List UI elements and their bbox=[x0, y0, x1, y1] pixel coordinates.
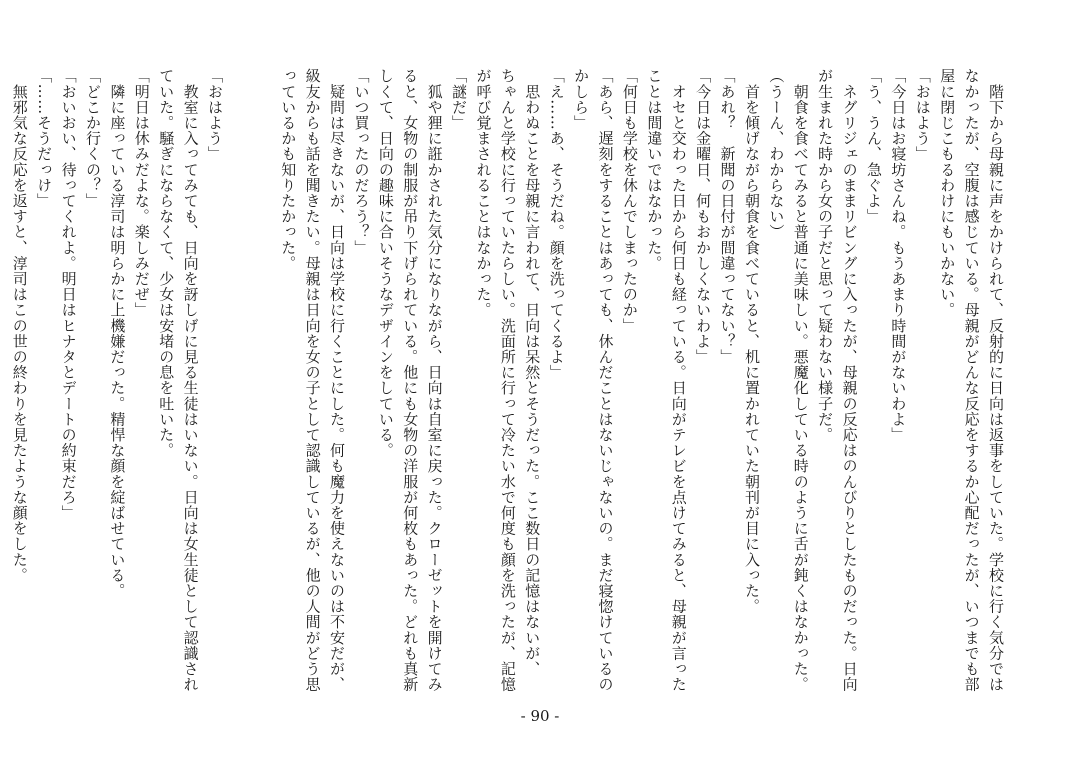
text-line: 疑問は尽きないが、日向は学校に行くことにした。何も魔力を使えないのは不安だが、 bbox=[328, 68, 347, 692]
text-line: 「謎だ」 bbox=[450, 68, 469, 131]
text-line: 「おはよう」 bbox=[206, 68, 224, 162]
text-line: が生まれた時から女の子だと思って疑わない様子だ。 bbox=[816, 68, 835, 443]
text-line: 「う、うん、急ぐよ」 bbox=[864, 68, 883, 224]
text-line: 「いつ買ったのだろう？」 bbox=[352, 68, 371, 256]
text-line: 「何日も学校を休んでしまったのか」 bbox=[620, 68, 639, 334]
text-line: 首を傾げながら朝食を食べていると、机に置かれていた朝刊が目に入った。 bbox=[742, 68, 761, 614]
text-line: が呼び覚まされることはなかった。 bbox=[474, 68, 493, 318]
text-line: 「おいおい、待ってくれよ。明日はヒナタとデートの約束だろ」 bbox=[59, 68, 78, 521]
text-line: ことは間違いではなかった。 bbox=[645, 68, 664, 271]
text-line: っているかも知りたかった。 bbox=[279, 68, 298, 271]
text-line: 屋に閉じこもるわけにもいかない。 bbox=[938, 68, 957, 318]
text-line: 「どこか行くの？」 bbox=[83, 68, 102, 209]
text-line: オセと交わった日から何日も経っている。日向がテレビを点けてみると、母親が言った bbox=[669, 68, 688, 692]
text-line: 「おはよう」 bbox=[913, 68, 932, 162]
text-line: 「明日は休みだよな。楽しみだぜ」 bbox=[132, 68, 151, 318]
text-line: 階下から母親に声をかけられて、反射的に日向は返事をしていた。学校に行く気分では bbox=[987, 68, 1005, 692]
text-line: 朝食を食べてみると普通に美味しい。悪魔化している時のように舌が鈍くはなかった。 bbox=[791, 68, 810, 692]
text-line: ると、女物の制服が吊り下げられている。他にも女物の洋服が何枚もあった。どれも真新 bbox=[401, 68, 420, 692]
text-line: 「今日は金曜日、何もおかしくないわよ」 bbox=[694, 68, 713, 365]
text-line: しくて、日向の趣味に合いそうなデザインをしている。 bbox=[376, 68, 395, 458]
text-line: 「あれ？ 新聞の日付が間違ってない？」 bbox=[718, 68, 737, 365]
text-line bbox=[251, 68, 275, 668]
text-line: 「今日はお寝坊さんね。もうあまり時間がないわよ」 bbox=[889, 68, 908, 443]
text-line: （うーん、わからない） bbox=[767, 68, 786, 240]
text-line: 級友からも話を聞きたい。母親は日向を女の子として認識しているが、他の人間がどう思 bbox=[303, 68, 322, 692]
text-line: ていた。騒ぎにならなくて、少女は安堵の息を吐いた。 bbox=[157, 68, 176, 458]
text-line: 狐や狸に誑かされた気分になりながら、日向は自室に戻った。クローゼットを開けてみ bbox=[425, 68, 444, 692]
text-line: ネグリジェのままリビングに入ったが、母親の反応はのんびりとしたものだった。日向 bbox=[840, 68, 859, 692]
text-line: 「あら、遅刻をすることはあっても、休んだことはないじゃないの。まだ寝惚けているの bbox=[596, 68, 615, 692]
text-line: 無邪気な反応を返すと、淳司はこの世の終わりを見たような顔をした。 bbox=[10, 68, 29, 583]
text-line bbox=[227, 68, 251, 668]
text-line: 隣に座っている淳司は明らかに上機嫌だった。精悍な顔を綻ばせている。 bbox=[108, 68, 127, 599]
text-line: かしら」 bbox=[572, 68, 591, 131]
text-line: 「……そうだっけ」 bbox=[35, 68, 54, 209]
text-line: なかったが、空腹は感じている。母親がどんな反応をするか心配だったが、いつまでも部 bbox=[962, 68, 981, 692]
text-line: ちゃんと学校に行っていたらしい。洗面所に行って冷たい水で何度も顔を洗ったが、記憶 bbox=[498, 68, 517, 692]
text-line: 「え……あ、そうだね。顔を洗ってくるよ」 bbox=[547, 68, 566, 380]
vertical-text-body bbox=[7, 68, 1008, 692]
text-line: 教室に入ってみても、日向を訝しげに見る生徒はいない。日向は女生徒として認識され bbox=[181, 68, 200, 692]
page-number: - 90 - bbox=[520, 707, 560, 725]
text-line: 思わぬことを母親に言われて、日向は呆然とそうだった。ここ数日の記憶はないが、 bbox=[523, 68, 542, 677]
